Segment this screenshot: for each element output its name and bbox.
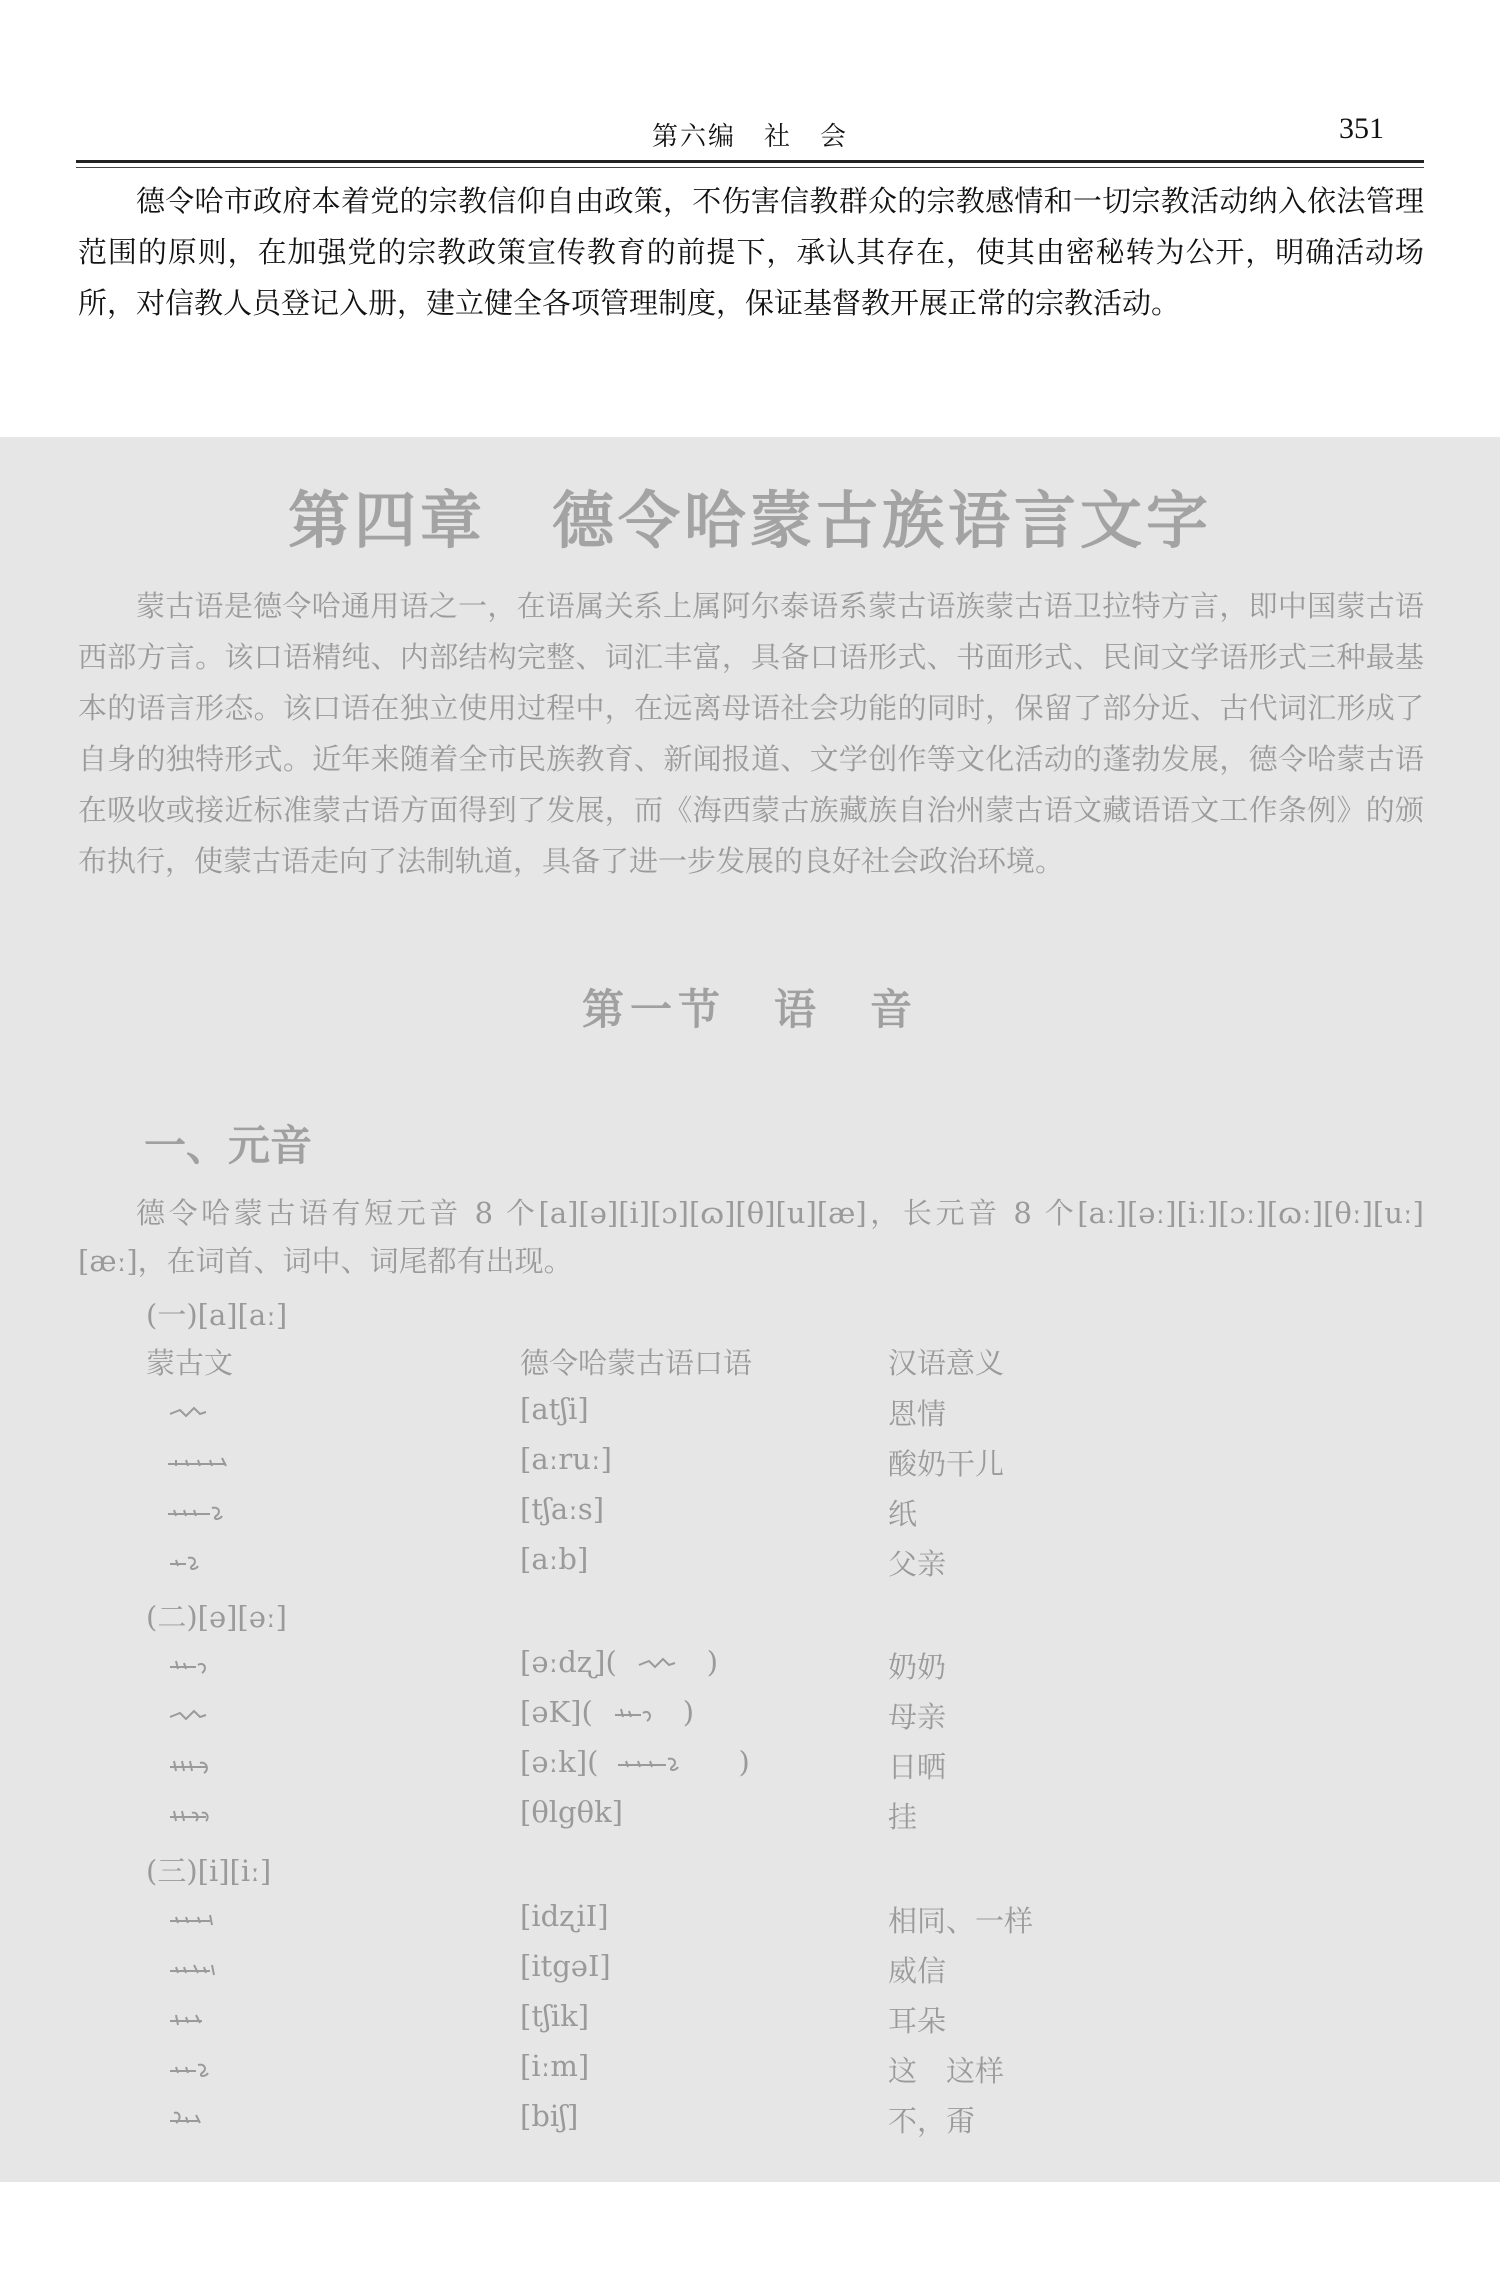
table-row <box>0 1745 1500 1791</box>
meaning-cell: 这 这样 <box>888 2054 1005 2088</box>
subsection-title: 一、元音 <box>144 1121 313 1170</box>
meaning-cell: 恩情 <box>888 1397 947 1431</box>
mongolian-script-icon <box>611 1703 665 1725</box>
running-header-title: 第六编 社 会 <box>651 122 848 152</box>
header-rule-thick <box>76 160 1424 163</box>
mongolian-script-icon <box>166 1909 236 1931</box>
mongolian-script-icon <box>166 1959 236 1981</box>
ipa-cell: [aːruː] <box>520 1442 612 1476</box>
meaning-cell: 威信 <box>888 1954 947 1988</box>
mongolian-script-icon <box>166 1502 236 1524</box>
group-label-i: (三)[i][iː] <box>146 1854 272 1888</box>
ipa-cell <box>520 1745 750 1779</box>
ipa-text: [əːdʐ]( <box>520 1645 617 1679</box>
ipa-cell: [θlgθk] <box>520 1795 623 1829</box>
meaning-cell: 奶奶 <box>888 1650 947 1684</box>
ipa-text: [əːk]( <box>520 1745 599 1779</box>
table-row <box>0 2049 1500 2095</box>
meaning-cell: 不，甭 <box>888 2104 976 2138</box>
table-row <box>0 1442 1500 1488</box>
table-row <box>0 1645 1500 1691</box>
table-header-row <box>0 1341 1500 1387</box>
page-header <box>76 108 1424 158</box>
ipa-text: [əK]( <box>520 1695 593 1729</box>
table-row <box>0 1999 1500 2045</box>
header-meaning: 汉语意义 <box>888 1346 1005 1380</box>
ipa-cell: [aːb] <box>520 1542 589 1576</box>
table-row <box>0 1795 1500 1841</box>
ipa-cell: [biʃ] <box>520 2099 579 2133</box>
header-oral: 德令哈蒙古语口语 <box>520 1346 753 1380</box>
ipa-cell: [idʐiI] <box>520 1899 609 1933</box>
meaning-cell: 挂 <box>888 1800 918 1834</box>
table-row <box>0 1949 1500 1995</box>
mongolian-script-icon <box>166 1805 236 1827</box>
mongolian-script-icon <box>166 1655 236 1677</box>
section-title: 第一节 语 音 <box>581 985 918 1034</box>
meaning-cell: 耳朵 <box>888 2004 947 2038</box>
mongolian-script-icon <box>166 2009 236 2031</box>
header-rule-thin <box>76 167 1424 168</box>
table-row <box>0 1392 1500 1438</box>
table-row <box>0 2099 1500 2145</box>
meaning-cell: 纸 <box>888 1497 918 1531</box>
mongolian-script-icon <box>635 1653 689 1675</box>
ipa-cell: [tʃaːs] <box>520 1492 605 1526</box>
group-label-a: (一)[a][aː] <box>146 1298 288 1332</box>
mongolian-script-icon <box>616 1753 688 1775</box>
chapter-panel <box>0 437 1500 2182</box>
ipa-cell: [tʃik] <box>520 1999 590 2033</box>
mongolian-script-icon <box>166 1402 236 1424</box>
table-row <box>0 1492 1500 1538</box>
table-row <box>0 1695 1500 1741</box>
vowel-intro-paragraph: 德令哈蒙古语有短元音 8 个[a][ə][i][ɔ][ɷ][θ][u][æ]，长元音 8 个[aː][əː][iː][ɔː][ɷː][θː][uː][æː]，在词首、词中、词尾都有出现。 <box>78 1196 1424 1278</box>
group-label-e: (二)[ə][əː] <box>146 1600 287 1634</box>
mongolian-script-icon <box>166 1552 236 1574</box>
ipa-close: ) <box>706 1645 719 1679</box>
ipa-cell: [itgəI] <box>520 1949 611 1983</box>
ipa-cell <box>520 1695 694 1729</box>
chapter-intro-paragraph: 蒙古语是德令哈通用语之一，在语属关系上属阿尔泰语系蒙古语族蒙古语卫拉特方言，即中国蒙古语西部方言。该口语精纯、内部结构完整、词汇丰富，具备口语形式、书面形式、民间文学语形式三种最基本的语言形态。该口语在独立使用过程中，在远离母语社会功能的同时，保留了部分近、古代词汇形成了自身的独特形式。近年来随着全市民族教育、新闻报道、文学创作等文化活动的蓬勃发展，德令哈蒙古语在吸收或接近标准蒙古语方面得到了发展，而《海西蒙古族藏族自治州蒙古语文藏语语文工作条例》的颁布执行，使蒙古语走向了法制轨道，具备了进一步发展的良好社会政治环境。 <box>78 589 1424 878</box>
ipa-close: ) <box>682 1695 695 1729</box>
mongolian-script-icon <box>166 1755 236 1777</box>
meaning-cell: 相同、一样 <box>888 1904 1034 1938</box>
table-row <box>0 1542 1500 1588</box>
meaning-cell: 父亲 <box>888 1547 947 1581</box>
meaning-cell: 酸奶干儿 <box>888 1447 1005 1481</box>
ipa-cell: [atʃi] <box>520 1392 589 1426</box>
meaning-cell: 母亲 <box>888 1700 947 1734</box>
mongolian-script-icon <box>166 2109 236 2131</box>
chapter-title: 第四章 德令哈蒙古族语言文字 <box>287 484 1212 557</box>
mongolian-script-icon <box>166 1705 236 1727</box>
mongolian-script-icon <box>166 2059 236 2081</box>
intro-paragraph: 德令哈市政府本着党的宗教信仰自由政策，不伤害信教群众的宗教感情和一切宗教活动纳入依法管理范围的原则，在加强党的宗教政策宣传教育的前提下，承认其存在，使其由密秘转为公开，明确活动场所，对信教人员登记入册，建立健全各项管理制度，保证基督教开展正常的宗教活动。 <box>78 184 1424 320</box>
table-row <box>0 1899 1500 1945</box>
page-number: 351 <box>1339 112 1384 145</box>
mongolian-script-icon <box>166 1452 236 1474</box>
ipa-cell: [iːm] <box>520 2049 590 2083</box>
header-mongolian: 蒙古文 <box>146 1346 234 1380</box>
ipa-close: ) <box>738 1745 750 1779</box>
ipa-cell <box>520 1645 718 1679</box>
meaning-cell: 日晒 <box>888 1750 947 1784</box>
